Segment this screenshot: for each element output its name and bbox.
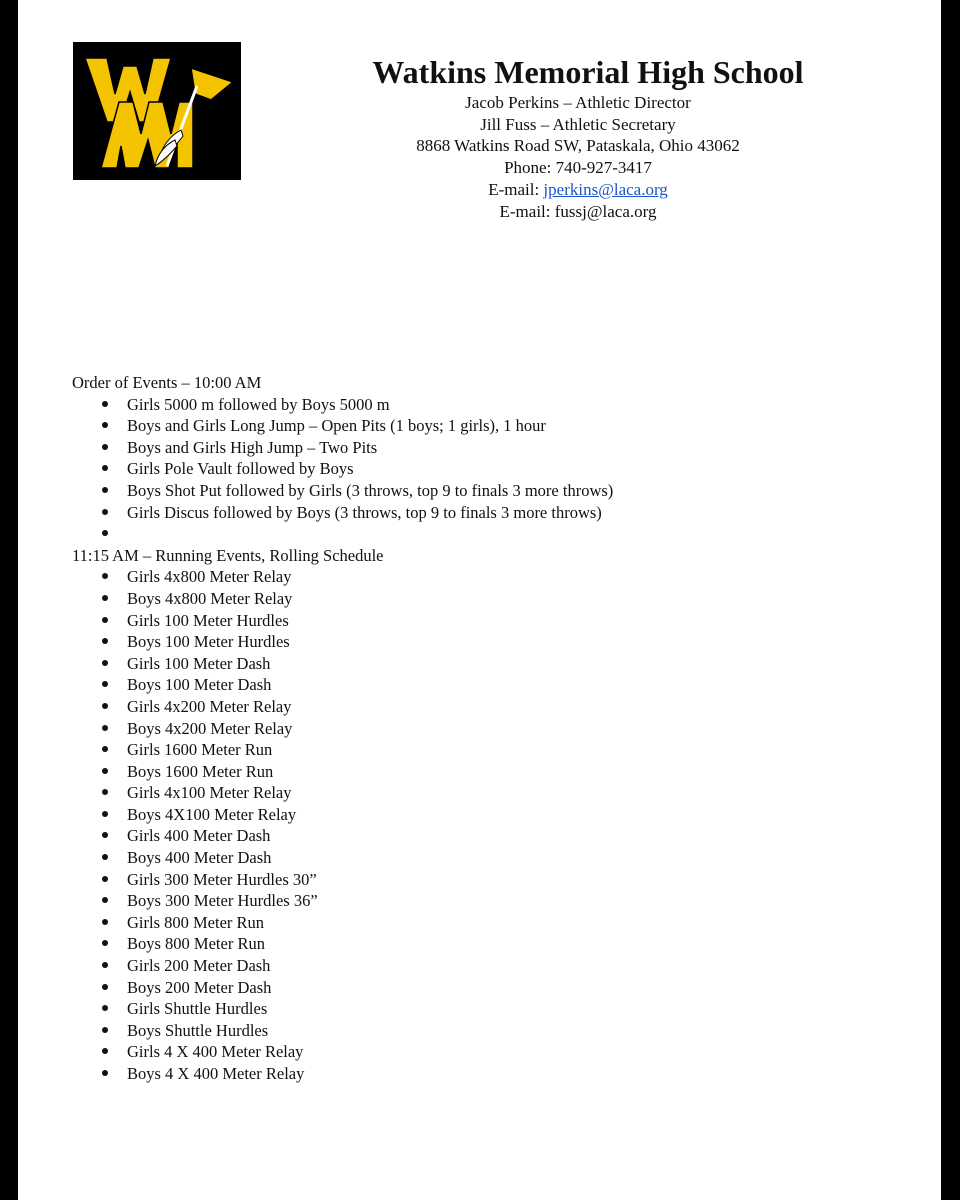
school-header xyxy=(278,52,878,222)
event-list-item xyxy=(72,631,892,653)
event-list-item xyxy=(72,890,892,912)
bullet-icon xyxy=(102,854,108,860)
event-text: Girls Discus followed by Boys (3 throws, top 9 to finals 3 more throws) xyxy=(127,502,602,522)
event-list-item xyxy=(72,718,892,740)
bullet-icon xyxy=(102,595,108,601)
address-line: 8868 Watkins Road SW, Pataskala, Ohio 43062 xyxy=(416,136,740,156)
event-list-item xyxy=(72,480,892,502)
event-list-item xyxy=(72,437,892,459)
event-list-item xyxy=(72,394,892,416)
bullet-icon xyxy=(102,984,108,990)
email-label: E-mail: xyxy=(488,179,544,199)
event-text: Boys and Girls Long Jump – Open Pits (1 boys; 1 girls), 1 hour xyxy=(127,416,546,436)
event-list-item xyxy=(72,415,892,437)
bullet-icon xyxy=(102,681,108,687)
bullet-icon xyxy=(102,617,108,623)
event-list-item xyxy=(72,739,892,761)
event-text: Girls 4x200 Meter Relay xyxy=(127,696,292,716)
event-list-item xyxy=(72,955,892,977)
event-text: Girls 800 Meter Run xyxy=(127,912,265,932)
event-list-item xyxy=(72,912,892,934)
event-text: Boys 800 Meter Run xyxy=(127,934,265,954)
bullet-icon xyxy=(102,573,108,579)
email-line-1 xyxy=(278,179,878,201)
event-text: Girls 200 Meter Dash xyxy=(127,956,271,976)
event-text: Boys 4x800 Meter Relay xyxy=(127,588,293,608)
bullet-icon xyxy=(102,897,108,903)
bullet-icon xyxy=(102,1027,108,1033)
bullet-icon xyxy=(102,789,108,795)
bullet-icon xyxy=(102,1005,108,1011)
event-text: Boys 100 Meter Dash xyxy=(127,675,272,695)
bullet-icon xyxy=(102,465,108,471)
event-list-item xyxy=(72,825,892,847)
bullet-icon xyxy=(102,1048,108,1054)
event-text: Girls 4x100 Meter Relay xyxy=(127,783,292,803)
event-text: Boys and Girls High Jump – Two Pits xyxy=(127,437,378,457)
bullet-icon xyxy=(102,962,108,968)
bullet-icon xyxy=(102,768,108,774)
bullet-icon xyxy=(102,422,108,428)
event-list-item xyxy=(72,1041,892,1063)
event-list-item xyxy=(72,610,892,632)
school-name: Watkins Memorial High School xyxy=(372,54,804,90)
field-events-heading: Order of Events – 10:00 AM xyxy=(72,373,262,392)
bullet-icon xyxy=(102,638,108,644)
school-logo xyxy=(73,42,241,180)
bullet-icon xyxy=(102,530,108,536)
event-list-item xyxy=(72,1020,892,1042)
event-text: Girls 4 X 400 Meter Relay xyxy=(127,1042,304,1062)
event-text: Girls Pole Vault followed by Boys xyxy=(127,459,354,479)
event-text: Boys Shuttle Hurdles xyxy=(127,1020,269,1040)
bullet-icon xyxy=(102,832,108,838)
event-list-item xyxy=(72,804,892,826)
bullet-icon xyxy=(102,1070,108,1076)
event-list-item xyxy=(72,847,892,869)
bullet-icon xyxy=(102,876,108,882)
event-list-item xyxy=(72,869,892,891)
event-text: Girls 100 Meter Dash xyxy=(127,653,271,673)
bullet-icon xyxy=(102,509,108,515)
event-text: Girls 100 Meter Hurdles xyxy=(127,610,289,630)
document-page xyxy=(18,0,941,1200)
bullet-icon xyxy=(102,703,108,709)
email-line-2: E-mail: fussj@laca.org xyxy=(499,201,657,221)
event-list-item xyxy=(72,761,892,783)
event-list-item xyxy=(72,588,892,610)
bullet-icon xyxy=(102,725,108,731)
event-text: Girls 5000 m followed by Boys 5000 m xyxy=(127,394,390,414)
event-list-item xyxy=(72,998,892,1020)
field-events-list xyxy=(72,394,892,545)
event-text: Girls Shuttle Hurdles xyxy=(127,999,268,1019)
event-list-item xyxy=(72,458,892,480)
running-events-list xyxy=(72,566,892,1084)
event-list-item xyxy=(72,696,892,718)
event-text: Boys Shot Put followed by Girls (3 throws, top 9 to finals 3 more throws) xyxy=(127,480,614,500)
event-text: Boys 1600 Meter Run xyxy=(127,761,274,781)
bullet-icon xyxy=(102,746,108,752)
event-text: Girls 400 Meter Dash xyxy=(127,826,271,846)
email-link[interactable]: jperkins@laca.org xyxy=(543,179,668,199)
running-events-heading: 11:15 AM – Running Events, Rolling Schedule xyxy=(72,545,384,565)
bullet-icon xyxy=(102,487,108,493)
event-list-item xyxy=(72,674,892,696)
event-list-item xyxy=(72,977,892,999)
athletic-director-line: Jacob Perkins – Athletic Director xyxy=(465,93,691,112)
event-list-item xyxy=(72,782,892,804)
event-list-item xyxy=(72,933,892,955)
event-list-item xyxy=(72,653,892,675)
bullet-icon xyxy=(102,444,108,450)
event-list-item xyxy=(72,566,892,588)
event-list-item xyxy=(72,502,892,524)
phone-line: Phone: 740-927-3417 xyxy=(504,158,652,178)
event-text: Boys 4 X 400 Meter Relay xyxy=(127,1064,305,1083)
event-list-item xyxy=(72,523,892,545)
event-text: Boys 200 Meter Dash xyxy=(127,977,272,997)
athletic-secretary-line: Jill Fuss – Athletic Secretary xyxy=(480,114,676,134)
bullet-icon xyxy=(102,401,108,407)
bullet-icon xyxy=(102,660,108,666)
event-text: Boys 400 Meter Dash xyxy=(127,848,272,868)
events-content xyxy=(72,372,892,1085)
event-text: Girls 1600 Meter Run xyxy=(127,740,273,760)
event-list-item xyxy=(72,1063,892,1085)
event-text: Girls 4x800 Meter Relay xyxy=(127,567,292,587)
event-text: Boys 100 Meter Hurdles xyxy=(127,632,290,652)
bullet-icon xyxy=(102,919,108,925)
event-text: Boys 300 Meter Hurdles 36” xyxy=(127,891,318,911)
event-text: Boys 4x200 Meter Relay xyxy=(127,718,293,738)
bullet-icon xyxy=(102,940,108,946)
wm-arrowhead-logo-icon xyxy=(73,42,241,180)
event-text: Girls 300 Meter Hurdles 30” xyxy=(127,869,317,889)
bullet-icon xyxy=(102,811,108,817)
event-text: Boys 4X100 Meter Relay xyxy=(127,804,297,824)
